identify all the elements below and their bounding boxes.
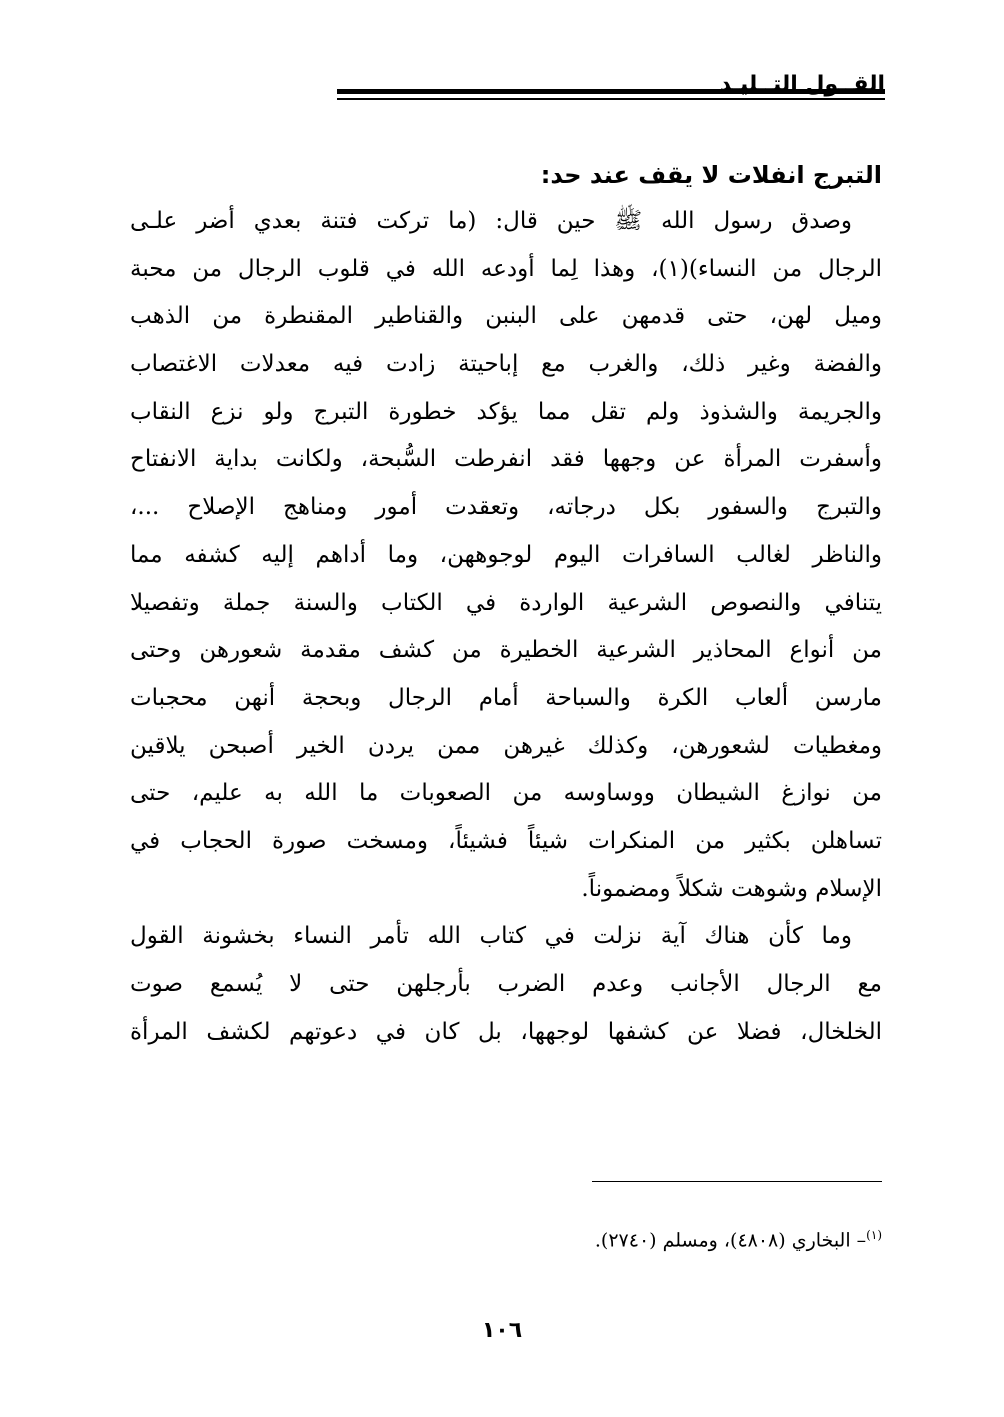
- body-line: وأسفرت المرأة عن وجهها فقد انفرطت السُّبحة، ولكانت بداية الانفتاح: [130, 446, 882, 473]
- body-line: مارسن ألعاب الكرة والسباحة أمام الرجال وبحجة أنهن محجبات: [130, 684, 882, 711]
- body-line: الخلخال، فضلا عن كشفها لوجهها، بل كان في دعوتهم لكشف المرأة: [130, 1018, 882, 1045]
- body-line: والجريمة والشذوذ ولم تقل مما يؤكد خطورة التبرج ولو نزع النقاب: [130, 398, 882, 425]
- body-line: تساهلن بكثير من المنكرات شيئاً فشيئاً، ومسخت صورة الحجاب في: [130, 827, 882, 854]
- body-line: وما كأن هناك آية نزلت في كتاب الله تأمر النساء بخشونة القول: [130, 923, 852, 950]
- body-line: وصدق رسول الله ﷺ حين قال: (ما تركت فتنة بعدي أضر علـى: [130, 208, 852, 234]
- running-header: [120, 72, 885, 112]
- body-line: مع الرجال الأجانب وعدم الضرب بأرجلهن حتى لا يُسمع صوت: [130, 971, 882, 997]
- body-line: وميل لهن، حتى قدمهن على البنبن والقناطير المقنطرة من الذهب: [130, 303, 882, 330]
- body-text: [130, 198, 882, 1056]
- body-line: من نوازغ الشيطان ووساوسه من الصعوبات ما الله به عليم، حتى: [130, 780, 882, 807]
- body-line: الإسلام وشوهت شكلاً ومضموناً.: [581, 875, 882, 902]
- body-line: والناظر لغالب السافرات اليوم لوجوههن، وما أداهم إليه كشفه مما: [130, 541, 882, 568]
- footnote-marker: (١): [866, 1228, 882, 1242]
- body-line: يتنافي والنصوص الشرعية الواردة في الكتاب والسنة جملة وتفصيلا: [130, 589, 882, 616]
- footnote-text: – البخاري (٤٨٠٨)، ومسلم (٢٧٤٠).: [594, 1229, 867, 1252]
- footnote: [130, 1220, 882, 1255]
- book-title: القــول التــليـد: [719, 72, 885, 97]
- body-line: الرجال من النساء)(١)، وهذا لِما أودعه الله في قلوب الرجال من محبة: [130, 255, 882, 282]
- page-number: ١٠٦: [481, 1318, 523, 1343]
- footnote-separator: [592, 1181, 882, 1182]
- header-rule-thin: [337, 98, 885, 100]
- body-line: من أنواع المحاذير الشرعية الخطيرة من كشف مقدمة شعورهن وحتى: [130, 637, 882, 664]
- section-heading: التبرج انفلات لا يقف عند حد:: [540, 161, 882, 189]
- body-line: ومغطيات لشعورهن، وكذلك غيرهن ممن يردن الخير أصبحن يلاقين: [130, 732, 882, 759]
- body-line: والتبرج والسفور بكل درجاته، وتعقدت أمور ومناهج الإصلاح ...،: [130, 494, 882, 521]
- body-line: والفضة وغير ذلك، والغرب مع إباحيتة زادت فيه معدلات الاغتصاب: [130, 351, 882, 378]
